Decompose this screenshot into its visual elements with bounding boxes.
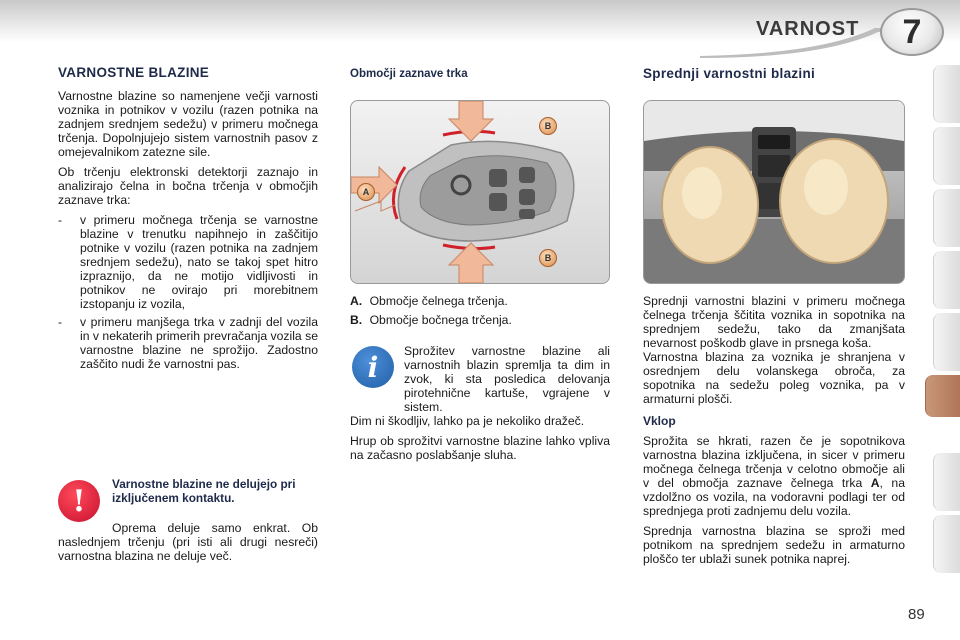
left-column [58,66,318,371]
side-tab[interactable] [933,313,960,371]
deployed-airbags-illustration [644,101,904,283]
chapter-title: VARNOST [756,18,860,40]
chapter-number-badge: 7 [880,8,944,56]
side-tab-active[interactable] [925,375,960,417]
warning-icon: ! [58,480,100,522]
paragraph: Varnostna blazina za voznika je shranjena v osrednjem delu volanskega obroča, za sopotnika na sedežu poleg voznika, pa v armaturni plošči. [643,350,905,406]
side-tab[interactable] [933,251,960,309]
zone-a-badge: A [357,183,375,201]
paragraph: Sprednji varnostni blazini v primeru močnega čelnega trčenja ščitita voznika in sopotnika na sprednjem sedežu, tako da zmanjšata nevarnost poškodb glave in prsnega koša. [643,294,905,350]
list-item: - v primeru močnega trčenja se varnostne blazine v trenutku napihnejo in zaščitijo potnike v vozilu (razen potnika na zadnjem srednjem sedežu), nato se takoj spet hitro izpraznijo, da ne motijo vidljivosti in potnikov ne ovirajo pri morebitnem izstopanju iz vozila, [58,213,318,311]
list-item-text: v primeru močnega trčenja se varnostne blazine v trenutku napihnejo in zaščitijo potnike v vozilu (razen potnika na zadnjem srednjem sedežu), nato se takoj spet hitro izpraznijo, da ne motijo vidljivosti in potnikov ne ovirajo pri morebitnem izstopanju iz vozila, [80,213,318,311]
car-topview-illustration [351,101,609,283]
middle-body [350,414,610,462]
list-item-text: v primeru manjšega trka v zadnji del vozila in v nekaterih primerih prevračanja vozila se varnostne blazine ne sprožijo. Zadostno zaščito nudi že varnostni pas. [80,315,318,371]
page-number: 89 [908,606,925,623]
zone-b-top-badge: B [539,117,557,135]
legend-key: B. [350,313,363,327]
legend-key: A. [350,294,363,308]
legend-text: Območje čelnega trčenja. [369,294,508,308]
warning-heading: Varnostne blazine ne delujejo pri izklјučenem kontaktu. [112,477,296,505]
info-note [404,344,610,414]
section-heading: Območji zaznave trka [350,68,468,80]
legend-b [350,313,610,327]
info-text: Sprožitev varnostne blazine ali varnostnih blazin spremlja ta dim in zvok, ki sta posledica delovanja pirotehnične kartuše, vgrajene v sistem. [404,344,610,414]
warning-text: Oprema deluje samo enkrat. Ob naslednjem trčenju (pri isti ali drugi nesreči) varnostna blazina ne deluje več. [58,521,318,563]
crash-zones-diagram [350,100,610,284]
legend-a [350,294,610,308]
side-tab[interactable] [933,65,960,123]
section-heading: VARNOSTNE BLAZINE [58,65,210,80]
list-item: - v primeru manjšega trka v zadnji del vozila in v nekaterih primerih prevračanja vozila se varnostne blazine ne sprožijo. Zadostno zaščito nudi že varnostni pas. [58,315,318,371]
side-tab[interactable] [933,127,960,185]
subheading-vklop: Vklop [643,414,676,428]
warning-body [58,521,318,563]
side-tab[interactable] [933,189,960,247]
right-body [643,294,905,566]
middle-heading-wrap [350,67,610,81]
zone-b-bottom-badge: B [539,249,557,267]
section-heading: Sprednji varnostni blazini [643,66,816,81]
paragraph: Ob trčenju elektronski detektorji zaznajo in analizirajo čelna in bočna trčenja v območjih zaznave trka: [58,165,318,207]
chapter-side-tabs [934,65,960,575]
right-heading-wrap [643,67,905,81]
front-airbags-photo [643,100,905,284]
info-icon: i [352,346,394,388]
paragraph: Varnostne blazine so namenjene večji varnosti voznika in potnikov v vozilu (razen potnika na zadnjem srednjem sedežu) v primeru močnega trčenja. Dopolnjujejo sistem varnostnih pasov z omejevalnikom zatezne sile. [58,89,318,159]
paragraph: Hrup ob sprožitvi varnostne blazine lahko vpliva na začasno poslabšanje sluha. [350,434,610,462]
paragraph: Dim ni škodljiv, lahko pa je nekoliko dražeč. [350,414,585,428]
legend-text: Območje bočnega trčenja. [369,313,512,327]
side-tab[interactable] [933,515,960,573]
paragraph: Sprožita se hkrati, razen če je sopotnikova varnostna blazina izključena, in sicer v primeru močnega čelnega trčenja v celotno območje ali v del območja zaznave čelnega trka A, na vzdolžno os vozila, na vodoravni podlagi ter od sprednjega proti zadnjemu delu vozila. [643,434,905,518]
paragraph: Sprednja varnostna blazina se sproži med potnikom na sprednjem sedežu in armaturno ploščo ter ublaži sunek potnika naprej. [643,524,905,566]
side-tab[interactable] [933,453,960,511]
